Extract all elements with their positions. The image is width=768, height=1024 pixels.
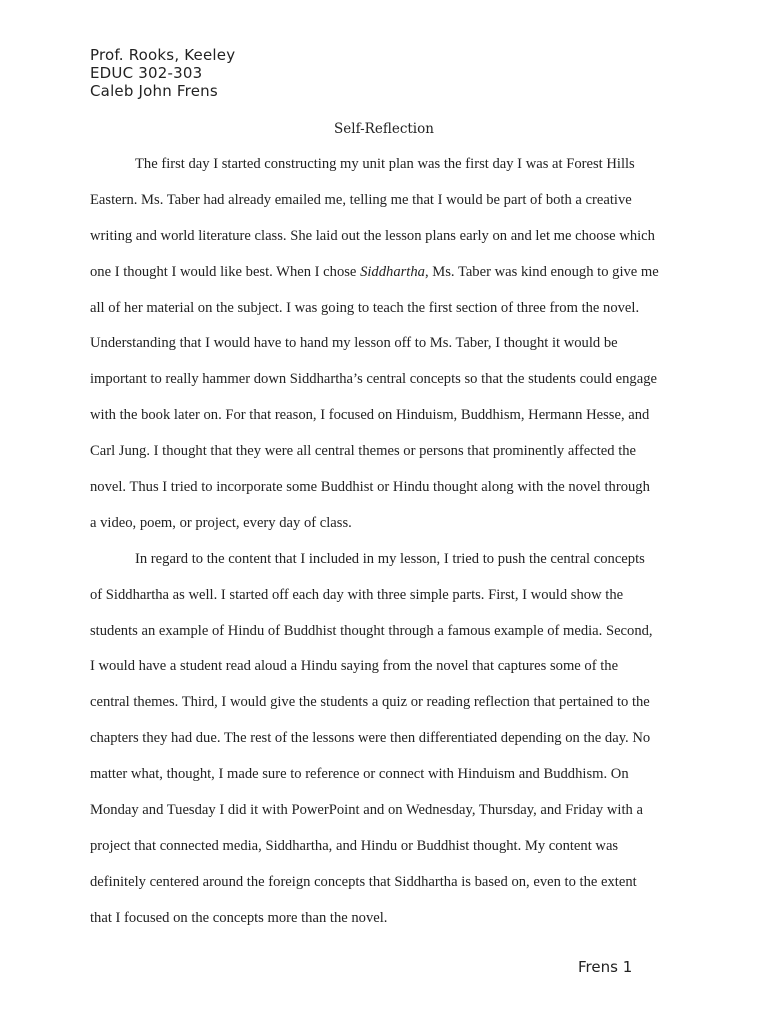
paragraph-line: a video, poem, or project, every day of class. xyxy=(90,514,352,531)
paragraph-line: writing and world literature class. She laid out the lesson plans early on and let me choose which xyxy=(90,227,655,244)
line-text: one I thought I would like best. When I chose xyxy=(90,263,361,280)
author-name: Caleb John Frens xyxy=(90,82,218,100)
paragraph-line: chapters they had due. The rest of the lessons were then differentiated depending on the day. No xyxy=(90,730,651,747)
paragraph-line: matter what, thought, I made sure to reference or connect with Hinduism and Buddhism. On xyxy=(90,766,629,783)
course-code: EDUC 302-303 xyxy=(90,64,203,82)
book-title-italic: Siddhartha xyxy=(360,263,425,280)
paragraph-line: that I focused on the concepts more than the novel. xyxy=(90,909,388,926)
paragraph-line: project that connected media, Siddhartha, and Hindu or Buddhist thought. My content was xyxy=(90,837,619,854)
paragraph-line: The first day I started constructing my unit plan was the first day I was at Forest Hills xyxy=(135,156,635,172)
paragraph-line: Carl Jung. I thought that they were all central themes or persons that prominently affected the xyxy=(90,443,637,460)
header-block xyxy=(90,46,235,100)
paragraph-line: all of her material on the subject. I was going to teach the first section of three from the novel. xyxy=(90,299,640,316)
paragraph-line: Understanding that I would have to hand my lesson off to Ms. Taber, I thought it would be xyxy=(90,335,618,352)
paragraph-line xyxy=(90,262,680,298)
paragraph-line: Monday and Tuesday I did it with PowerPoint and on Wednesday, Thursday, and Friday with a xyxy=(90,802,643,819)
paragraph-line: central themes. Third, I would give the students a quiz or reading reflection that pertained to the xyxy=(90,694,650,711)
paragraph-line: important to really hammer down Siddhartha’s central concepts so that the students could engage xyxy=(90,371,657,388)
page-number-footer: Frens 1 xyxy=(578,958,633,976)
paragraph-line: students an example of Hindu of Buddhist thought through a famous example of media. Second, xyxy=(90,622,653,639)
line-text: , Ms. Taber was kind enough to give me xyxy=(424,263,659,280)
paragraph-line: of Siddhartha as well. I started off each day with three simple parts. First, I would show the xyxy=(90,586,624,603)
paragraph-line: In regard to the content that I included in my lesson, I tried to push the central concepts xyxy=(135,550,645,567)
professor-name: Prof. Rooks, Keeley xyxy=(90,46,236,64)
paragraph-line: definitely centered around the foreign concepts that Siddhartha is based on, even to the extent xyxy=(90,873,637,890)
paragraph-line: I would have a student read aloud a Hindu saying from the novel that captures some of the xyxy=(90,658,619,675)
paragraph-line: novel. Thus I tried to incorporate some Buddhist or Hindu thought along with the novel through xyxy=(90,479,650,496)
paragraph-1 xyxy=(90,154,680,549)
paragraph-line: Eastern. Ms. Taber had already emailed me, telling me that I would be part of both a creative xyxy=(90,191,632,208)
document-body xyxy=(90,154,680,944)
paragraph-2 xyxy=(90,549,680,944)
paragraph-line: with the book later on. For that reason, I focused on Hinduism, Buddhism, Hermann Hesse, and xyxy=(90,407,650,424)
document-title: Self-Reflection xyxy=(334,121,434,137)
